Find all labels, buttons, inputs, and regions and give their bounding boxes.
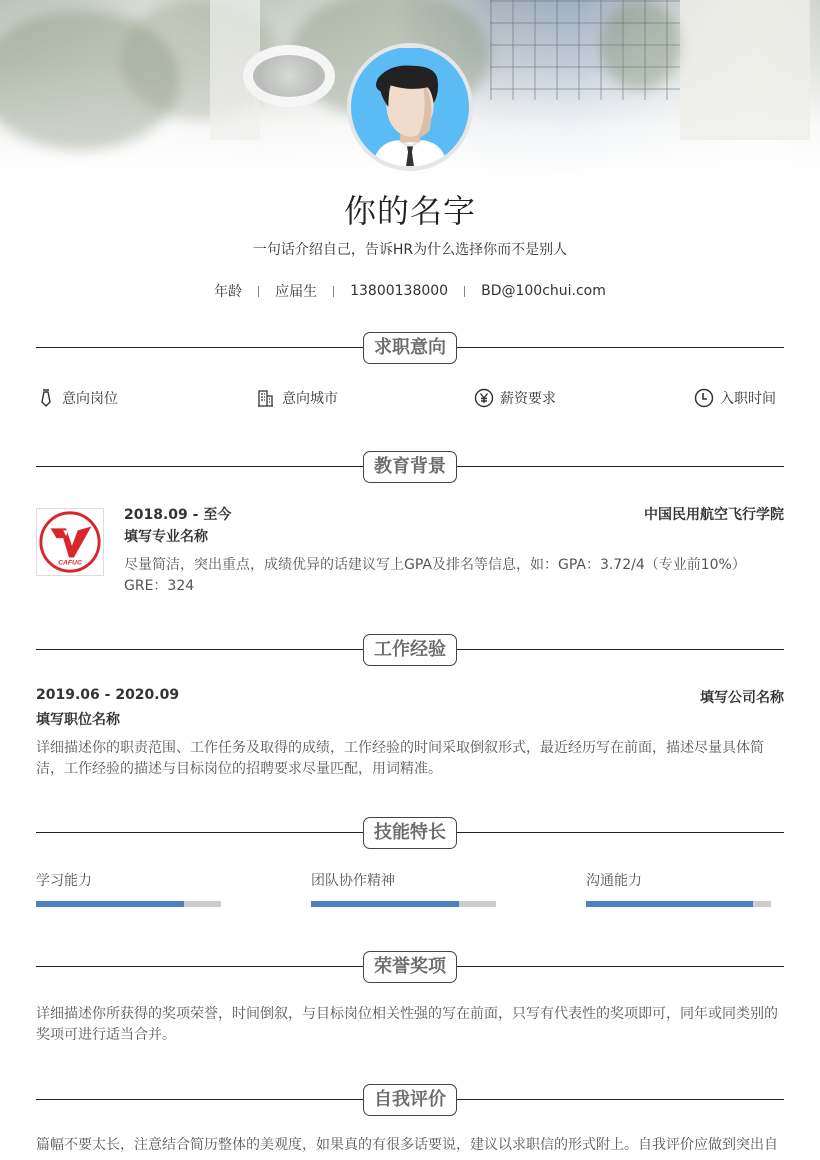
skills-list xyxy=(36,870,784,910)
self-eval-description: 篇幅不要太长，注意结合简历整体的美观度，如果真的有很多话要说，建议以求职信的形式附上。自我评价应做到突出自 xyxy=(36,1137,778,1153)
school-logo-icon xyxy=(37,509,103,575)
skill-progress-fill xyxy=(311,901,459,907)
tie-icon xyxy=(36,388,56,408)
skill-progress-bar xyxy=(311,901,496,907)
education-school: 中国民用航空飞行学院 xyxy=(644,507,784,523)
email: BD@100chui.com xyxy=(481,283,606,299)
work-company: 填写公司名称 xyxy=(700,690,784,706)
section-header-education xyxy=(36,451,784,483)
svg-text:CAFUC: CAFUC xyxy=(58,559,82,567)
section-title: 自我评价 xyxy=(363,1084,457,1116)
skill-progress-bar xyxy=(36,901,221,907)
section-header-work xyxy=(36,634,784,666)
intent-start-date xyxy=(694,388,776,408)
divider xyxy=(464,286,465,297)
clock-icon xyxy=(694,388,714,408)
skill-progress-bar xyxy=(586,901,771,907)
yen-icon xyxy=(474,388,494,408)
education-major: 填写专业名称 xyxy=(124,529,208,545)
skill-item xyxy=(586,870,771,907)
section-header-honors xyxy=(36,951,784,983)
candidate-name: 你的名字 xyxy=(343,192,476,230)
work-description: 详细描述你的职责范围、工作任务及取得的成绩，工作经验的时间采取倒叙形式，最近经历写在前面，描述尽量具体简洁，工作经验的描述与目标岗位的招聘要求尽量匹配，用词精准。 xyxy=(36,740,764,777)
building-icon xyxy=(256,388,276,408)
skill-label: 团队协作精神 xyxy=(311,873,395,889)
avatar-person-icon xyxy=(351,47,469,167)
skill-progress-fill xyxy=(36,901,184,907)
section-title: 荣誉奖项 xyxy=(363,951,457,983)
section-header-intent xyxy=(36,332,784,364)
intent-label: 入职时间 xyxy=(720,391,776,407)
work-role: 填写职位名称 xyxy=(36,712,120,728)
school-logo xyxy=(36,508,104,576)
section-title: 教育背景 xyxy=(363,451,457,483)
section-title: 工作经验 xyxy=(363,634,457,666)
skill-progress-fill xyxy=(586,901,753,907)
phone: 13800138000 xyxy=(350,283,449,299)
job-intent xyxy=(36,388,784,410)
divider xyxy=(258,286,259,297)
intent-label: 意向岗位 xyxy=(62,391,118,407)
skill-item xyxy=(311,870,496,907)
tagline: 一句话介绍自己，告诉HR为什么选择你而不是别人 xyxy=(252,242,568,258)
skill-item xyxy=(36,870,221,907)
section-title: 求职意向 xyxy=(363,332,457,364)
intent-label: 薪资要求 xyxy=(500,391,556,407)
section-title: 技能特长 xyxy=(363,817,457,849)
honors-description: 详细描述你所获得的奖项荣誉，时间倒叙，与目标岗位相关性强的写在前面，只写有代表性的奖项即可，同年或同类别的奖项可进行适当合并。 xyxy=(36,1006,778,1043)
status: 应届生 xyxy=(275,284,318,300)
section-header-skills xyxy=(36,817,784,849)
avatar xyxy=(347,43,473,171)
education-date: 2018.09 - 至今 xyxy=(124,507,232,523)
education-description: 尽量简洁，突出重点，成绩优异的话建议写上GPA及排名等信息，如：GPA：3.72/4（专业前10%） GRE：324 xyxy=(124,557,746,594)
divider xyxy=(333,286,334,297)
intent-city xyxy=(256,388,338,408)
skill-label: 学习能力 xyxy=(36,873,92,889)
sculpture xyxy=(243,45,335,107)
age: 年龄 xyxy=(214,284,243,300)
contact-info xyxy=(0,281,820,301)
skill-label: 沟通能力 xyxy=(586,873,642,889)
intent-salary xyxy=(474,388,556,408)
intent-position xyxy=(36,388,118,408)
intent-label: 意向城市 xyxy=(282,391,338,407)
section-header-self-eval xyxy=(36,1084,784,1116)
work-date: 2019.06 - 2020.09 xyxy=(36,687,180,703)
